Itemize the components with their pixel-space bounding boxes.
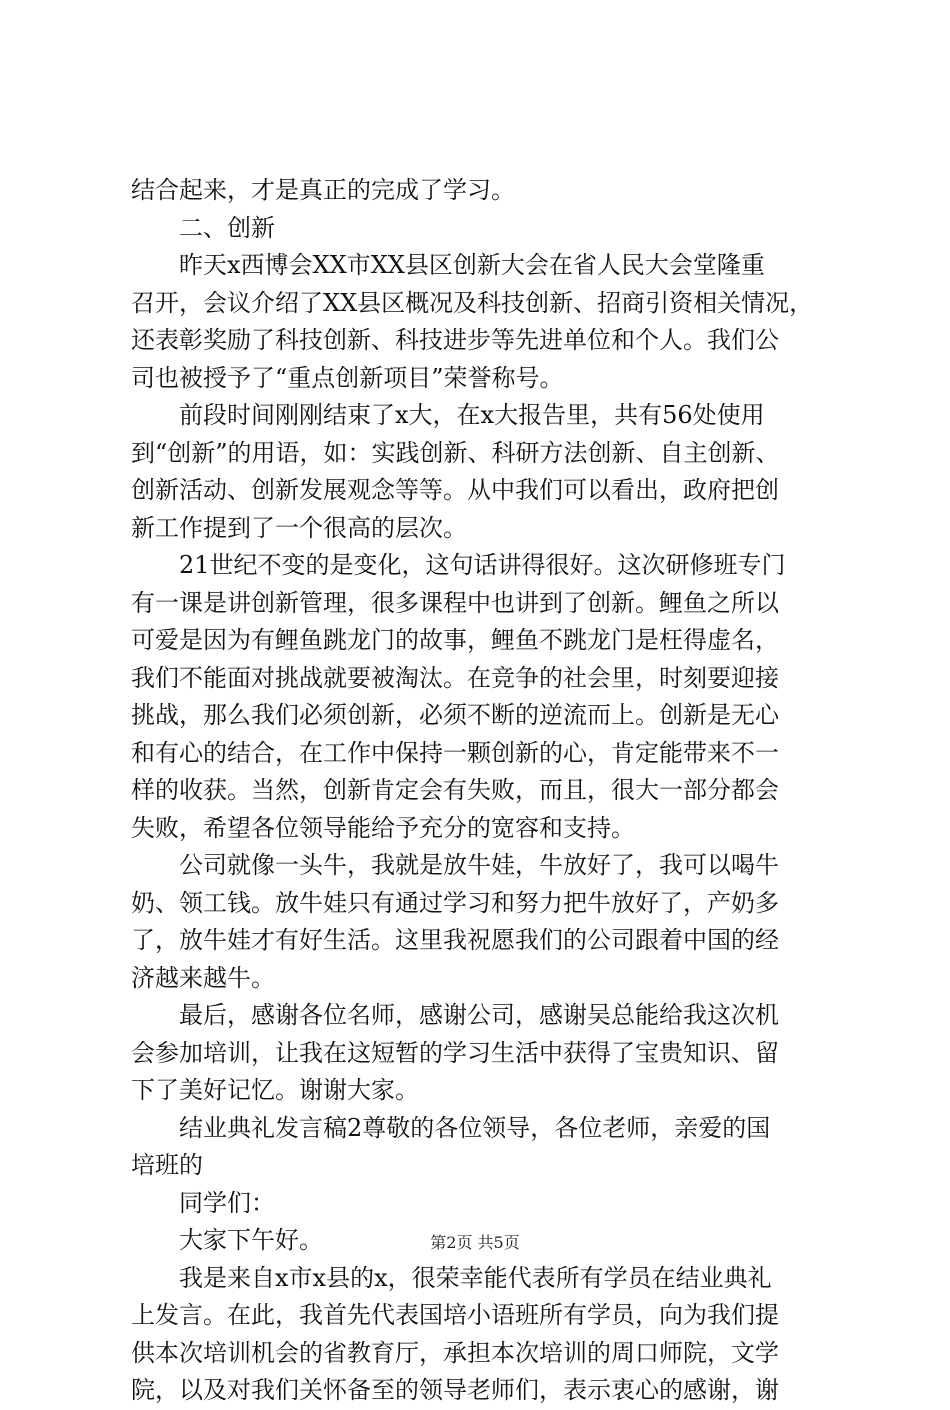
text-line: 司也被授予了“重点创新项目”荣誉称号。: [131, 363, 564, 392]
text-line: 最后，感谢各位名师，感谢公司，感谢吴总能给我这次机: [179, 1001, 779, 1029]
text-line: 失败，希望各位领导能给予充分的宽容和支持。: [131, 813, 635, 842]
text-line: 我们不能面对挑战就要被淘汰。在竞争的社会里，时刻要迎接: [131, 663, 779, 692]
section-heading: 二、创新: [179, 213, 275, 242]
text-line: 奶、领工钱。放牛娃只有通过学习和努力把牛放好了，产奶多: [131, 888, 779, 917]
text-line: 到“创新”的用语，如：实践创新、科研方法创新、自主创新、: [131, 438, 780, 467]
text-line: 上发言。在此，我首先代表国培小语班所有学员，向为我们提: [131, 1301, 779, 1329]
text-line: 样的收获。当然，创新肯定会有失败，而且，很大一部分都会: [131, 776, 779, 804]
text-line: 还表彰奖励了科技创新、科技进步等先进单位和个人。我们公: [131, 326, 779, 354]
text-line: 昨天x西博会XX市XX县区创新大会在省人民大会堂隆重: [179, 251, 765, 279]
page-number-footer: 第2页 共5页: [430, 1233, 520, 1252]
text-line: 公司就像一头牛，我就是放牛娃，牛放好了，我可以喝牛: [179, 851, 779, 879]
text-line: 了，放牛娃才有好生活。这里我祝愿我们的公司跟着中国的经: [131, 926, 779, 954]
text-line: 济越来越牛。: [131, 963, 275, 992]
text-line: 和有心的结合，在工作中保持一颗创新的心，肯定能带来不一: [131, 738, 779, 767]
text-line: 我是来自x市x县的x，很荣幸能代表所有学员在结业典礼: [179, 1263, 772, 1292]
text-line: 供本次培训机会的省教育厅，承担本次培训的周口师院，文学: [131, 1338, 779, 1367]
text-line: 结合起来，才是真正的完成了学习。: [131, 176, 515, 204]
text-line: 培班的: [131, 1151, 203, 1179]
text-line: 挑战，那么我们必须创新，必须不断的逆流而上。创新是无心: [131, 701, 779, 729]
text-line: 前段时间刚刚结束了x大，在x大报告里，共有56处使用: [179, 401, 765, 429]
greeting-line: 大家下午好。: [179, 1226, 323, 1254]
text-line: 会参加培训，让我在这短暂的学习生活中获得了宝贵知识、留: [131, 1038, 779, 1067]
document-body: [131, 172, 831, 1410]
text-line: 有一课是讲创新管理，很多课程中也讲到了创新。鲤鱼之所以: [131, 588, 779, 617]
text-line: 新工作提到了一个很高的层次。: [131, 513, 467, 542]
text-line: 21世纪不变的是变化，这句话讲得很好。这次研修班专门: [179, 551, 786, 579]
text-line: 创新活动、创新发展观念等等。从中我们可以看出，政府把创: [131, 476, 779, 504]
salutation-line: 同学们：: [179, 1188, 275, 1217]
text-line: 可爱是因为有鲤鱼跳龙门的故事，鲤鱼不跳龙门是枉得虚名，: [131, 626, 779, 654]
text-line: 结业典礼发言稿2尊敬的各位领导，各位老师，亲爱的国: [179, 1113, 771, 1142]
text-line: 召开，会议介绍了XX县区概况及科技创新、招商引资相关情况，: [131, 288, 814, 317]
text-line: 下了美好记忆。谢谢大家。: [131, 1076, 419, 1104]
text-line: 院，以及对我们关怀备至的领导老师们，表示衷心的感谢，谢: [131, 1376, 779, 1404]
